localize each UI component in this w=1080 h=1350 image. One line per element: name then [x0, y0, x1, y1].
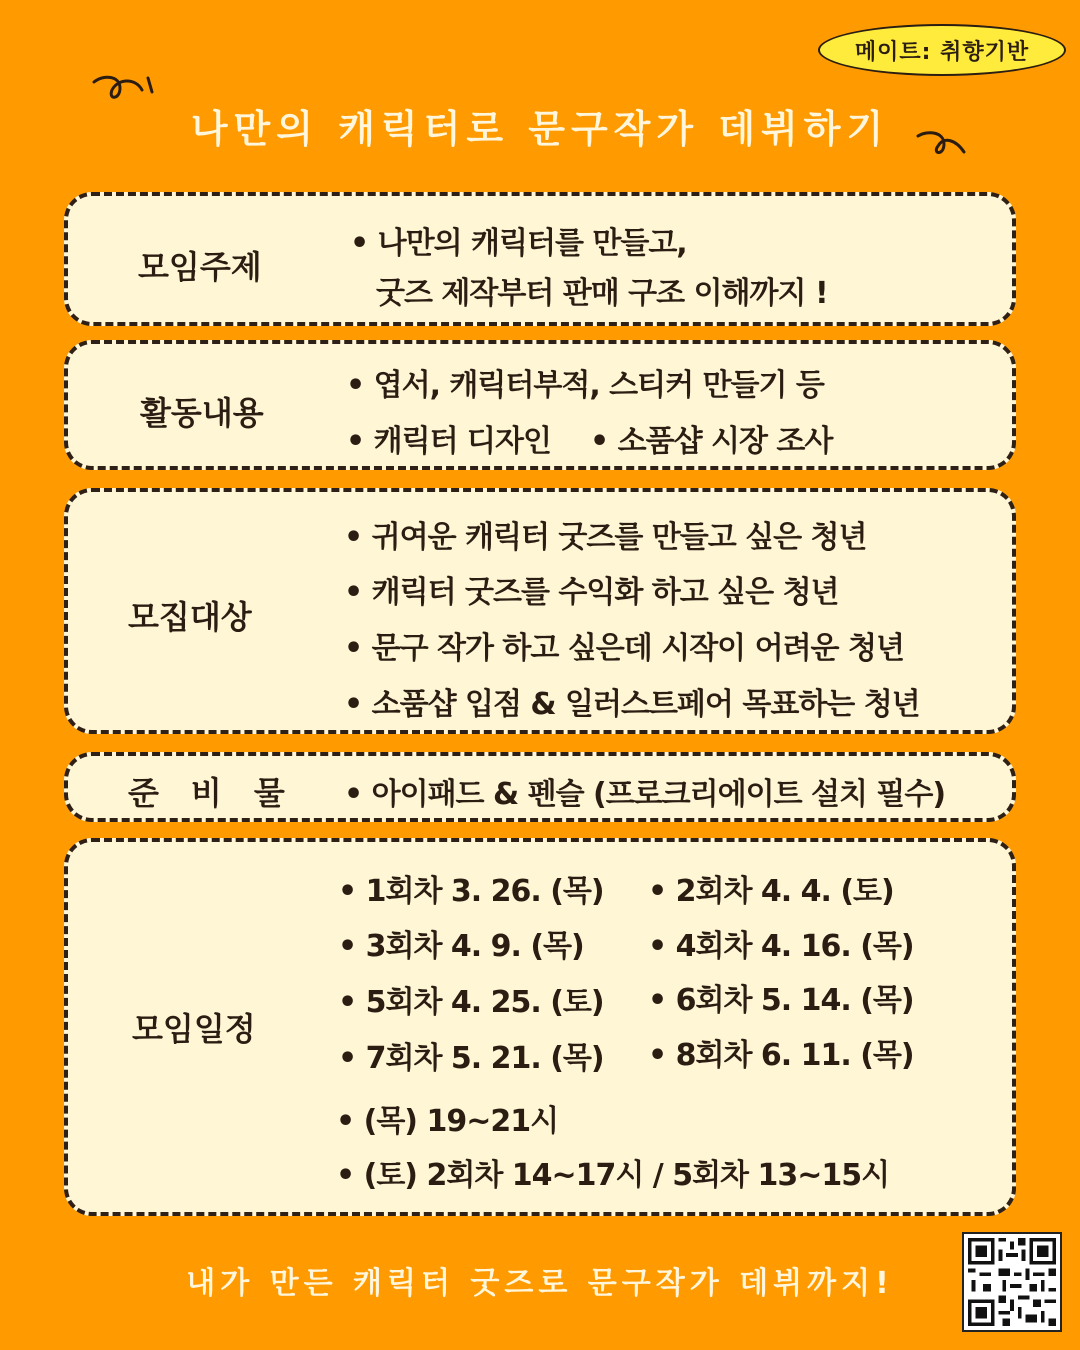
schedule-time-thu: • (목) 19~21시	[336, 1104, 559, 1139]
supplies-label: 준 비 물	[128, 774, 285, 812]
activities-line-1: • 엽서, 캐릭터부적, 스티커 만들기 등	[346, 368, 824, 403]
topic-label: 모임주제	[138, 248, 262, 286]
target-line-3: • 문구 작가 하고 싶은데 시작이 어려운 청년	[344, 631, 904, 666]
target-line-1: • 귀여운 캐릭터 굿즈를 만들고 싶은 청년	[344, 520, 867, 555]
session-1: • 1회차 3. 26. (목)	[338, 874, 604, 909]
page-title: 나만의 캐릭터로 문구작가 데뷔하기	[190, 107, 890, 151]
session-6: • 6회차 5. 14. (목)	[648, 983, 914, 1018]
mate-badge: 메이트: 취향기반	[818, 24, 1066, 76]
activities-label: 활동내용	[140, 394, 264, 432]
qr-code-icon[interactable]	[962, 1232, 1062, 1332]
target-label: 모집대상	[128, 598, 252, 636]
session-8: • 8회차 6. 11. (목)	[648, 1038, 914, 1073]
session-3: • 3회차 4. 9. (목)	[338, 929, 584, 964]
schedule-time-sat: • (토) 2회차 14~17시 / 5회차 13~15시	[336, 1158, 890, 1193]
session-7: • 7회차 5. 21. (목)	[338, 1041, 604, 1076]
activities-line-2: • 캐릭터 디자인	[346, 424, 551, 459]
activities-line-3: • 소품샵 시장 조사	[590, 424, 833, 459]
supplies-line-1: • 아이패드 & 펜슬 (프로크리에이트 설치 필수)	[344, 777, 946, 812]
target-line-4: • 소품샵 입점 & 일러스트페어 목표하는 청년	[344, 687, 920, 722]
topic-line-1: • 나만의 캐릭터를 만들고,	[350, 226, 687, 261]
schedule-label: 모임일정	[132, 1010, 256, 1048]
target-line-2: • 캐릭터 굿즈를 수익화 하고 싶은 청년	[344, 575, 839, 610]
footer-slogan: 내가 만든 캐릭터 굿즈로 문구작가 데뷔까지!	[186, 1266, 894, 1301]
session-2: • 2회차 4. 4. (토)	[648, 874, 894, 909]
session-5: • 5회차 4. 25. (토)	[338, 985, 604, 1020]
session-4: • 4회차 4. 16. (목)	[648, 929, 914, 964]
topic-line-2: 굿즈 제작부터 판매 구조 이해까지 !	[376, 276, 828, 311]
